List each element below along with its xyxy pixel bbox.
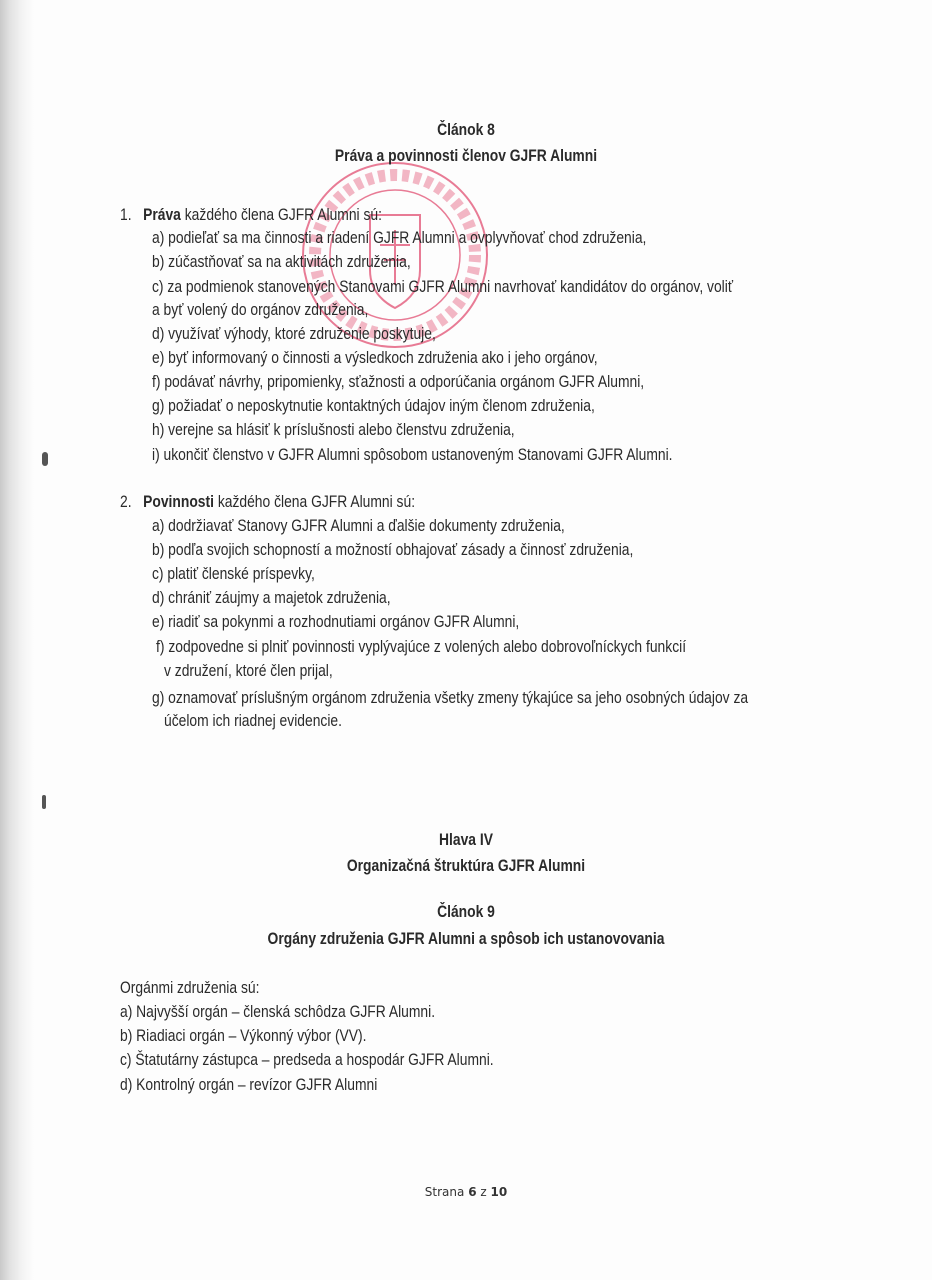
duties-label: Povinnosti [143,493,214,511]
list-item: v združení, ktoré člen prijal, [164,662,333,680]
list-item: d) chrániť záujmy a majetok združenia, [152,589,391,607]
footer-prefix: Strana [424,1185,469,1199]
list-item: a) podieľať sa ma činnosti a riadení GJFR Alumni a ovplyvňovať chod združenia, [152,229,647,247]
list-number: 2. [120,493,132,511]
rights-label: Práva [143,206,181,224]
chapter-title: Hlava IV [439,831,493,849]
page-footer [0,1185,932,1199]
article-subtitle: Orgány združenia GJFR Alumni a spôsob ich ustanovovania [267,930,665,948]
chapter-subtitle: Organizačná štruktúra GJFR Alumni [346,857,586,875]
total-pages: 10 [490,1185,508,1199]
punch-hole [42,795,46,809]
list-item: g) požiadať o neposkytnutie kontaktných údajov iným členom združenia, [152,397,595,415]
current-page: 6 [468,1185,477,1199]
list-item: b) Riadiaci orgán – Výkonný výbor (VV). [120,1027,367,1045]
list-item: c) za podmienok stanovených Stanovami GJFR Alumni navrhovať kandidátov do orgánov, voliť [152,278,734,296]
list-item: a) Najvyšší orgán – členská schôdza GJFR Alumni. [120,1003,436,1021]
list-item: a) dodržiavať Stanovy GJFR Alumni a ďalšie dokumenty združenia, [152,517,565,535]
list-item: i) ukončiť členstvo v GJFR Alumni spôsobom ustanoveným Stanovami GJFR Alumni. [152,446,673,464]
list-item: f) podávať návrhy, pripomienky, sťažnosti a odporúčania orgánom GJFR Alumni, [152,373,645,391]
list-item: a byť volený do orgánov združenia, [152,301,369,319]
duties-heading [120,492,415,512]
list-item: b) podľa svojich schopností a možností obhajovať zásady a činnosť združenia, [152,541,634,559]
scan-shadow [0,0,34,1280]
punch-hole [42,452,48,466]
list-item: e) byť informovaný o činnosti a výsledkoch združenia ako i jeho orgánov, [152,349,598,367]
rights-intro: každého člena GJFR Alumni sú: [180,206,382,224]
article-title: Článok 9 [437,903,495,921]
list-item: e) riadiť sa pokynmi a rozhodnutiami orgánov GJFR Alumni, [152,613,520,631]
list-item: d) využívať výhody, ktoré združenie poskytuje, [152,325,436,343]
footer-sep: z [476,1185,491,1199]
list-item: h) verejne sa hlásiť k príslušnosti alebo členstvu združenia, [152,421,515,439]
list-item: d) Kontrolný orgán – revízor GJFR Alumni [120,1076,378,1094]
list-item: účelom ich riadnej evidencie. [164,712,342,730]
organs-intro: Orgánmi združenia sú: [120,979,260,997]
rights-heading [120,205,382,225]
list-number: 1. [120,206,132,224]
article-subtitle: Práva a povinnosti členov GJFR Alumni [334,147,598,165]
list-item: c) Štatutárny zástupca – predseda a hospodár GJFR Alumni. [120,1051,494,1069]
article-title: Článok 8 [437,121,495,139]
duties-intro: každého člena GJFR Alumni sú: [213,493,416,511]
list-item: c) platiť členské príspevky, [152,565,315,583]
list-item: f) zodpovedne si plniť povinnosti vyplývajúce z volených alebo dobrovoľníckych funkcií [156,638,687,656]
list-item: g) oznamovať príslušným orgánom združenia všetky zmeny týkajúce sa jeho osobných údajov za [152,689,749,707]
list-item: b) zúčastňovať sa na aktivitách združenia, [152,253,411,271]
